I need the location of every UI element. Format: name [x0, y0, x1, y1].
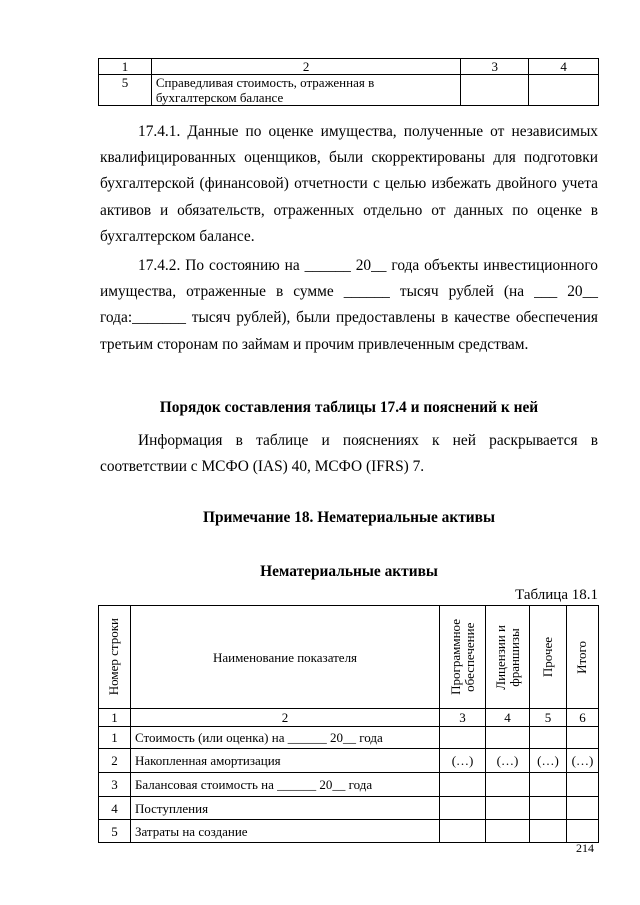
row-number: 5 — [99, 75, 152, 106]
value-cell — [566, 797, 598, 820]
value-cell — [486, 820, 530, 843]
row-number: 3 — [99, 773, 131, 797]
row-name-line: Справедливая стоимость, отраженная в — [155, 75, 375, 90]
value-cell — [440, 773, 486, 797]
value-cell: (…) — [486, 749, 530, 773]
column-number: 4 — [486, 709, 530, 727]
header-text: Номер строки — [106, 618, 122, 696]
header-other — [530, 606, 567, 709]
header-licenses — [486, 606, 530, 709]
header-total — [566, 606, 598, 709]
paragraph-text: 17.4.2. По состоянию на ______ 20__ года объекты инвестиционного имущества, отраженные в сумме ______ тысяч рублей (на ___ 20__ года:_______ тысяч рублей), были предоставлены в качестве обеспечения третьим сторонам по займам и прочим привлеченным средствам. — [100, 257, 598, 353]
table-row — [99, 75, 599, 106]
value-cell: (…) — [440, 749, 486, 773]
header-cell: 4 — [529, 59, 599, 75]
row-number: 5 — [99, 820, 131, 843]
paragraph-text: Информация в таблице и пояснениях к ней раскрывается в соответствии с МСФО (IAS) 40, МСФО (IFRS) 7. — [100, 432, 598, 476]
row-number: 4 — [99, 797, 131, 820]
row-number: 2 — [99, 749, 131, 773]
value-cell — [529, 75, 599, 106]
table-row — [99, 820, 599, 843]
value-cell — [566, 773, 598, 797]
paragraph-text: 17.4.1. Данные по оценке имущества, полученные от независимых квалифицированных оценщиков, были скорректированы для подготовки бухгалтерской (финансовой) отчетности с целью избежать двойного учета активов и обязательств, отраженных отдельно от данных по оценке в бухгалтерском балансе. — [100, 123, 598, 245]
header-text-line: обеспечение — [461, 622, 477, 692]
row-name: Накопленная амортизация — [130, 749, 439, 773]
row-name: Балансовая стоимость на ______ 20__ года — [130, 773, 439, 797]
header-text — [494, 625, 522, 690]
row-name: Затраты на создание — [130, 820, 439, 843]
column-number: 6 — [566, 709, 598, 727]
row-name-line: бухгалтерском балансе — [155, 90, 284, 105]
table-row — [99, 749, 599, 773]
column-number: 5 — [530, 709, 567, 727]
value-cell — [530, 820, 567, 843]
value-cell — [530, 727, 567, 749]
value-cell — [486, 797, 530, 820]
header-text-line: франшизы — [506, 627, 522, 687]
table-caption: Таблица 18.1 — [515, 587, 598, 603]
value-cell — [566, 727, 598, 749]
table-row — [99, 773, 599, 797]
value-cell — [440, 820, 486, 843]
column-number: 3 — [440, 709, 486, 727]
value-cell — [461, 75, 529, 106]
paragraph-17-4-1 — [100, 119, 598, 250]
table-row — [99, 727, 599, 749]
value-cell — [440, 727, 486, 749]
row-name: Поступления — [130, 797, 439, 820]
header-text: Прочее — [539, 636, 555, 678]
value-cell — [530, 797, 567, 820]
value-cell — [486, 727, 530, 749]
header-text-line: Программное — [447, 619, 463, 695]
header-cell: 2 — [151, 59, 460, 75]
table-header-row — [99, 59, 599, 75]
header-software — [440, 606, 486, 709]
table-header-row — [99, 606, 599, 709]
header-cell: 1 — [99, 59, 152, 75]
header-row-number — [99, 606, 131, 709]
paragraph-17-4-2 — [100, 253, 598, 358]
page-number: 214 — [576, 841, 594, 855]
header-name: Наименование показателя — [130, 606, 439, 709]
header-cell: 3 — [461, 59, 529, 75]
header-text — [449, 619, 477, 695]
heading-table: Нематериальные активы — [260, 563, 438, 580]
value-cell: (…) — [566, 749, 598, 773]
column-number: 1 — [99, 709, 131, 727]
value-cell — [486, 773, 530, 797]
value-cell: (…) — [530, 749, 567, 773]
row-number: 1 — [99, 727, 131, 749]
value-cell — [566, 820, 598, 843]
header-text-line: Лицензии и — [492, 624, 508, 690]
column-number: 2 — [130, 709, 439, 727]
table-row — [99, 797, 599, 820]
column-number-row — [99, 709, 599, 727]
header-text: Итого — [574, 640, 590, 674]
heading-order: Порядок составления таблицы 17.4 и пояснений к ней — [159, 399, 539, 416]
intangible-assets-table — [98, 605, 599, 843]
value-cell — [530, 773, 567, 797]
row-name: Стоимость (или оценка) на ______ 20__ года — [130, 727, 439, 749]
top-table — [98, 58, 599, 106]
row-name — [151, 75, 460, 106]
paragraph-info — [100, 428, 598, 480]
value-cell — [440, 797, 486, 820]
heading-note-18: Примечание 18. Нематериальные активы — [203, 509, 495, 526]
